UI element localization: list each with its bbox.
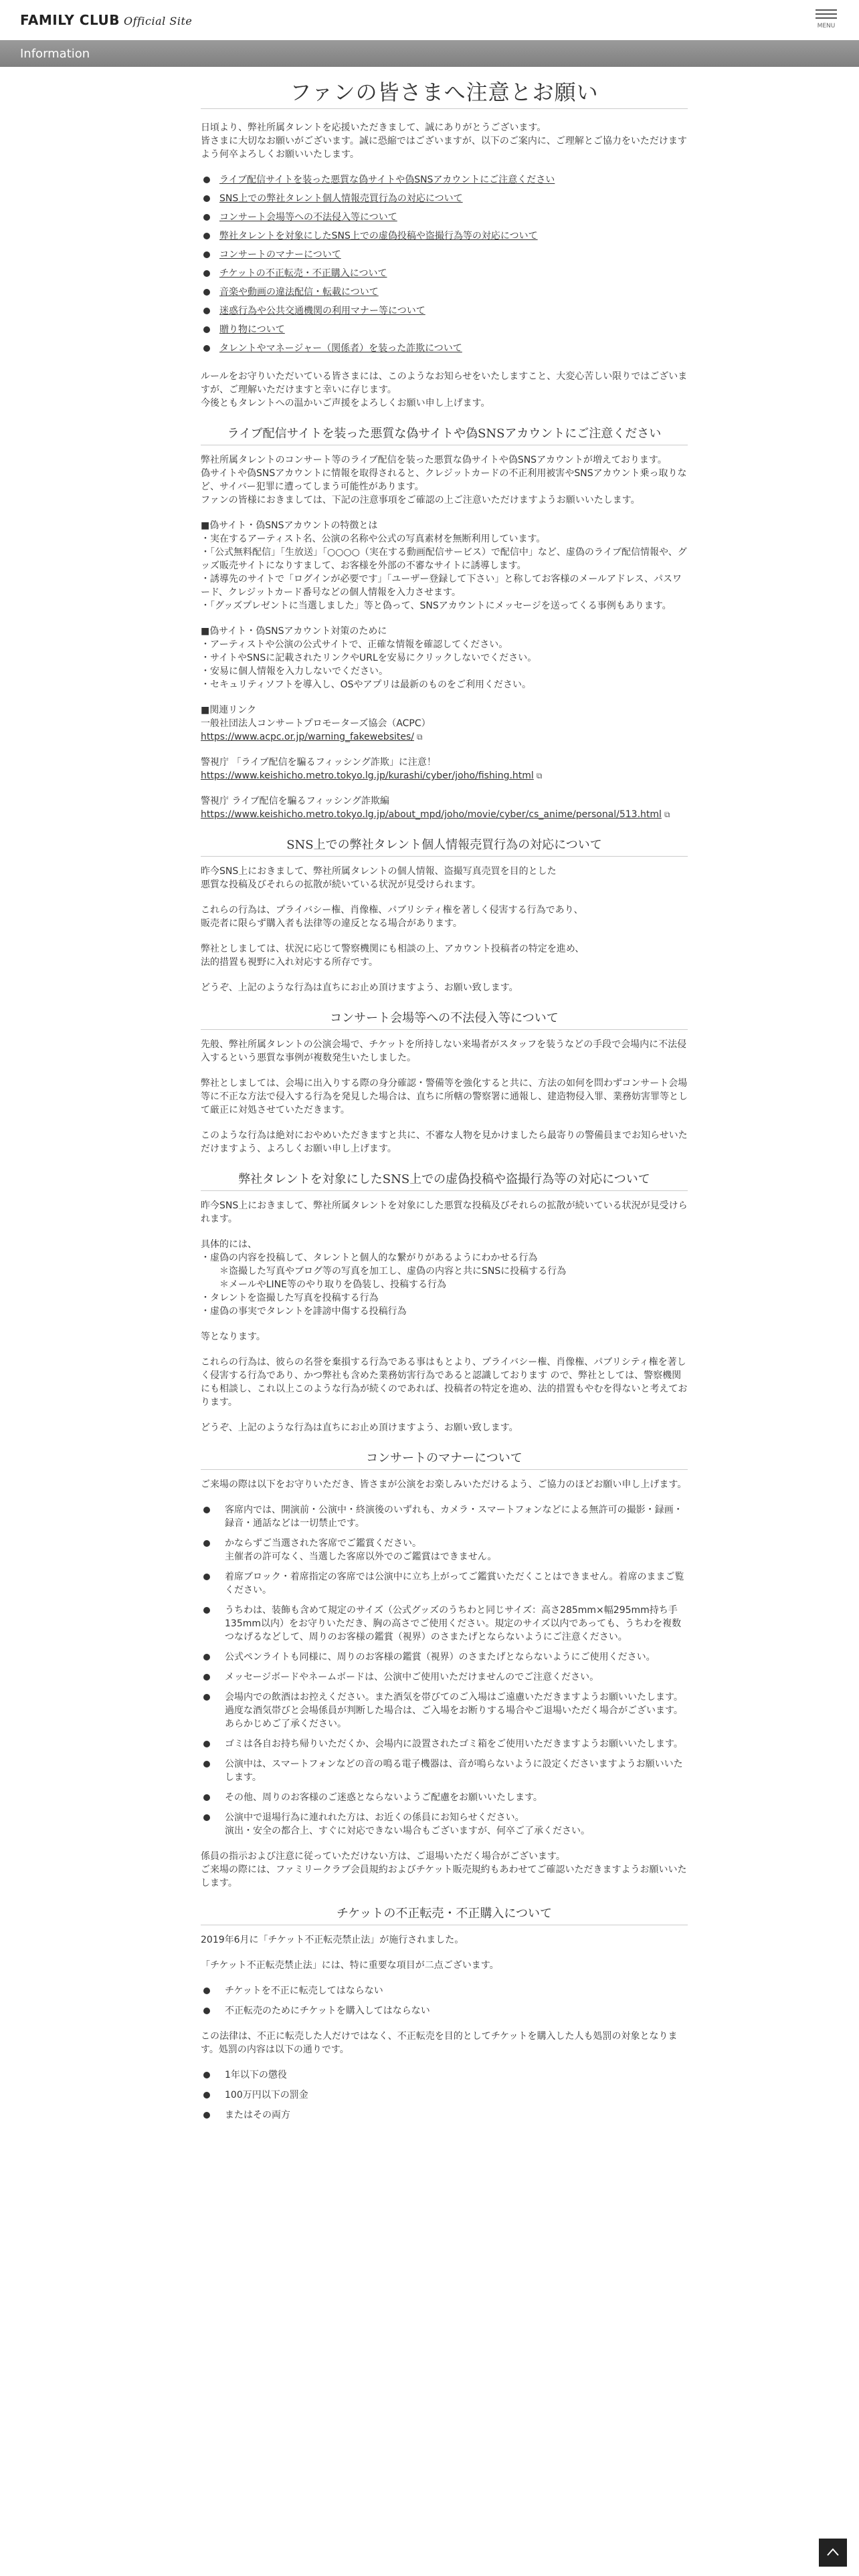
- list-item: [201, 1570, 688, 1597]
- acpc-link[interactable]: https://www.acpc.or.jp/warning_fakewebsites/: [201, 732, 415, 742]
- list-item: [201, 1650, 688, 1664]
- page-title: ファンの皆さまへ注意とお願い: [290, 80, 599, 105]
- police-fishing-link[interactable]: https://www.keishicho.metro.tokyo.lg.jp/kurashi/cyber/joho/fishing.html: [201, 770, 534, 781]
- section-body: [201, 981, 688, 994]
- list-item: [201, 2004, 688, 2018]
- bullet-icon: [203, 1654, 210, 1660]
- section-body: [201, 903, 688, 930]
- toc-item: [201, 304, 688, 318]
- section-body: [201, 865, 688, 891]
- section-body: [201, 1421, 688, 1434]
- toc-link-gifts[interactable]: 贈り物について: [219, 324, 285, 335]
- site-logo[interactable]: [20, 12, 192, 28]
- link-row: [201, 769, 688, 782]
- list-item: [201, 1537, 688, 1564]
- list-item-text: チケットを不正に転売してはならない: [225, 1985, 383, 1996]
- bullet-icon: [203, 1607, 210, 1614]
- main-content: [201, 80, 688, 2134]
- section-paragraph: これらの行為は、プライバシー権、肖像権、パブリシティ権を著しく侵害する行為であり、 販売者に限らず購入者も法律等の違反となる場合があります。: [201, 905, 583, 929]
- section-body: [201, 942, 688, 969]
- bullet-icon: [203, 1741, 210, 1747]
- toc-link-fake-sites[interactable]: ライブ配信サイトを装った悪質な偽サイトや偽SNSアカウントにご注意ください: [219, 175, 555, 185]
- list-item-text: 客席内では、開演前・公演中・終演後のいずれも、カメラ・スマートフォンなどによる無許可の撮影・録画・録音・通話などは一切禁止です。: [225, 1505, 683, 1529]
- list-item: [201, 1503, 688, 1530]
- section-heading-trespassing: コンサート会場等への不法侵入等について: [330, 1011, 559, 1025]
- section-heading-fake-sites: ライブ配信サイトを装った悪質な偽サイトや偽SNSアカウントにご注意ください: [227, 427, 662, 441]
- toc-outro: ルールをお守りいただいている皆さまには、このようなお知らせをいたしますこと、大変心苦しい限りではございますが、ご理解いただけますと幸いに存じます。 今後ともタレントへの温かいご声援をよろしくお願い申し上げます。: [201, 371, 688, 409]
- bullet-icon: [203, 195, 210, 202]
- category-label: Information: [20, 47, 90, 61]
- chevron-up-icon: [826, 2547, 840, 2557]
- list-item: [201, 1671, 688, 1684]
- bullet-icon: [203, 1794, 210, 1801]
- list-item-text: 公演中は、スマートフォンなどの音の鳴る電子機器は、音が鳴らないように設定くださいますようお願いいたします。: [225, 1759, 683, 1783]
- link-label: 一般社団法人コンサートプロモーターズ協会（ACPC）: [201, 718, 431, 729]
- bullet-icon: [203, 2112, 210, 2119]
- law-points-list: [201, 1984, 688, 2018]
- section-body: [201, 1959, 688, 1972]
- related-links: [201, 704, 688, 744]
- toc-item: [201, 229, 688, 243]
- list-item-text: 着席ブロック・着席指定の客席では公演中に立ち上がってご鑑賞いただくことはできません。着席のままご覧ください。: [225, 1572, 684, 1596]
- hamburger-icon: [816, 9, 837, 11]
- section-heading-false-posts: 弊社タレントを対象にしたSNS上での虚偽投稿や盗撮行為等の対応について: [238, 1172, 650, 1186]
- section-divider: [201, 1190, 688, 1191]
- external-link-icon: ⧉: [417, 732, 423, 742]
- category-bar: [0, 40, 859, 67]
- section-body: [201, 1850, 688, 1890]
- site-header: [0, 0, 859, 40]
- section-paragraph: 弊社所属タレントのコンサート等のライブ配信を装った悪質な偽サイトや偽SNSアカウントが増えております。 偽サイトや偽SNSアカウントに情報を取得されると、クレジットカードの不正利用被害やSNSアカウント乗っ取りなど、サイバー犯罪に遭ってしまう可能性があります。 ファンの皆様におきましては、下記の注意事項をご確認の上ご注意いただけますようお願いいたします。: [201, 455, 687, 506]
- bullet-icon: [203, 1674, 210, 1681]
- section-body: [201, 2030, 688, 2056]
- list-item-text: 公演中で退場行為に連れれた方は、お近くの係員にお知らせください。 演出・安全の都合上、すぐに対応できない場合もございますが、何卒ご了承ください。: [225, 1812, 590, 1836]
- list-item-text: その他、周りのお客様のご迷惑とならないようご配慮をお願いいたします。: [225, 1792, 543, 1803]
- list-item: [201, 1691, 688, 1731]
- list-item: [201, 1757, 688, 1784]
- list-item: [201, 1791, 688, 1804]
- toc-item: [201, 267, 688, 280]
- bullet-icon: [203, 1574, 210, 1580]
- list-item-text: 1年以下の懲役: [225, 2070, 287, 2080]
- toc-item: [201, 192, 688, 205]
- hamburger-icon-bar: [816, 17, 837, 19]
- section-paragraph: 弊社としましては、会場に出入りする際の身分確認・警備等を強化すると共に、方法の如何を問わずコンサート会場等に不正な方法で侵入する行為を発見した場合は、直ちに所轄の警察署に通報し、建造物侵入罪、業務妨害罪等として厳正に対処させていただきます。: [201, 1078, 688, 1115]
- related-links: [201, 794, 688, 821]
- section-paragraph: この法律は、不正に転売した人だけではなく、不正転売を目的としてチケットを購入した人も処罰の対象となります。処罰の内容は以下の通りです。: [201, 2031, 678, 2055]
- section-paragraph: 2019年6月に「チケット不正転売禁止法」が施行されました。: [201, 1935, 464, 1945]
- title-divider: [201, 108, 688, 109]
- bullet-icon: [203, 2072, 210, 2078]
- section-body: [201, 1129, 688, 1156]
- list-item-text: 公式ペンライトも同様に、周りのお客様の鑑賞（視界）のさまたげとならないようにご使用ください。: [225, 1652, 656, 1662]
- section-heading-ticket-resale: チケットの不正転売・不正購入について: [336, 1907, 553, 1921]
- list-item-text: 会場内での飲酒はお控えください。また酒気を帯びてのご入場はご遠慮いただきますようお願いいたします。過度な酒気帯びと会場係員が判断した場合は、ご入場をお断りする場合やご退場いただく場合がございます。あらかじめご了承ください。: [225, 1692, 683, 1729]
- list-item: [201, 2088, 688, 2102]
- list-item-text: 100万円以下の罰金: [225, 2090, 308, 2101]
- section-heading-personal-info: SNS上での弊社タレント個人情報売買行為の対応について: [286, 838, 602, 852]
- section-paragraph: ■偽サイト・偽SNSアカウントの特徴とは ・実在するアーティスト名、公演の名称や公式の写真素材を無断利用しています。 ・「公式無料配信」「生放送」「○○○○（実在する動画配信サービス）で配信中」など、虚偽のライブ配信情報や、グッズ販売サイトになりすまして、お客様を外部の不審なサイトに誘導します。 ・誘導先のサイトで「ログインが必要です」「ユーザー登録して下さい」と称してお客様のメールアドレス、パスワード、クレジットカード番号などの個人情報を入力させます。 ・「グッズプレゼントに当選しました」等と偽って、SNSアカウントにメッセージを送ってくる事例もあります。: [201, 520, 687, 611]
- section-paragraph: どうぞ、上記のような行為は直ちにお止め頂けますよう、お願い致します。: [201, 1422, 518, 1433]
- section-paragraph: 昨今SNS上におきまして、弊社所属タレントの個人情報、盗撮写真売買を目的とした 悪質な投稿及びそれらの拡散が続いている状況が見受けられます。: [201, 866, 557, 890]
- bullet-icon: [203, 177, 210, 183]
- section-body: [201, 453, 688, 507]
- section-paragraph: 「チケット不正転売禁止法」には、特に重要な項目が二点ございます。: [201, 1960, 499, 1971]
- list-item-text: 不正転売のためにチケットを購入してはならない: [225, 2006, 430, 2016]
- menu-label: MENU: [817, 23, 836, 29]
- section-body: [201, 1199, 688, 1226]
- section-body: [201, 1077, 688, 1117]
- bullet-icon: [203, 2008, 210, 2014]
- section-body: [201, 519, 688, 613]
- page-top-button[interactable]: [819, 2539, 847, 2567]
- bullet-icon: [203, 1694, 210, 1701]
- list-item: [201, 2068, 688, 2082]
- section-body: [201, 1478, 688, 1491]
- link-label: 警視庁 ライブ配信を騙るフィッシング詐欺編: [201, 796, 389, 807]
- bullet-icon: [203, 270, 210, 277]
- bullet-icon: [203, 345, 210, 352]
- bullet-icon: [203, 1507, 210, 1513]
- toc-link-false-posts[interactable]: 弊社タレントを対象にしたSNS上での虚偽投稿や盗撮行為等の対応について: [219, 231, 538, 241]
- hamburger-icon-bar: [816, 13, 837, 15]
- bullet-icon: [203, 289, 210, 296]
- bullet-icon: [203, 233, 210, 239]
- toc-link-public-transport[interactable]: 迷惑行為や公共交通機関の利用マナー等について: [219, 306, 425, 316]
- list-item-text: ゴミは各自お持ち帰りいただくか、会場内に設置されたゴミ箱をご使用いただきますようお願いいたします。: [225, 1739, 683, 1749]
- list-item-text: メッセージボードやネームボードは、公演中ご使用いただけませんのでご注意ください。: [225, 1672, 599, 1683]
- toc-item: [201, 173, 688, 187]
- bullet-icon: [203, 308, 210, 314]
- section-paragraph: ■偽サイト・偽SNSアカウント対策のために ・アーティストや公演の公式サイトで、正確な情報を確認してください。 ・サイトやSNSに記載されたリンクやURLを安易にクリックしないでください。 ・安易に個人情報を入力しないでください。 ・セキュリティソフトを導入し、OSやアプリは最新のものをご利用ください。: [201, 626, 537, 690]
- bullet-icon: [203, 251, 210, 258]
- section-body: [201, 1933, 688, 1947]
- related-links-title: ■関連リンク: [201, 705, 256, 716]
- external-link-icon: ⧉: [664, 810, 670, 819]
- toc-link-trespassing[interactable]: コンサート会場等への不法侵入等について: [219, 212, 397, 223]
- section-body: [201, 1238, 688, 1318]
- list-item: [201, 2109, 688, 2122]
- list-item-text: またはその両方: [225, 2110, 290, 2121]
- toc-item: [201, 342, 688, 355]
- section-paragraph: 弊社としましては、状況に応じて警察機関にも相談の上、アカウント投稿者の特定を進め、 法的措置も視野に入れ対応する所存です。: [201, 944, 585, 968]
- list-item: [201, 1737, 688, 1751]
- section-paragraph: 具体的には、 ・虚偽の内容を投稿して、タレントと個人的な繋がりがあるようにわかせる行為 ＊盗撮した写真やブログ等の写真を加工し、虚偽の内容と共にSNSに投稿する行為 ＊メールやLINE等のやり取りを偽装し、投稿する行為 ・タレントを盗撮した写真を投稿する行為 ・虚偽の事実でタレントを誹謗中傷する投稿行為: [201, 1239, 567, 1317]
- section-paragraph: 等となります。: [201, 1331, 266, 1342]
- section-paragraph: このような行為は絶対におやめいただきますと共に、不審な人物を見かけましたら最寄りの警備員までお知らせいただけますよう、よろしくお願い申し上げます。: [201, 1130, 688, 1154]
- section-divider: [201, 856, 688, 857]
- section-body: [201, 1356, 688, 1409]
- bullet-icon: [203, 326, 210, 333]
- toc-link-fraud[interactable]: タレントやマネージャー（関係者）を装った詐欺について: [219, 343, 462, 354]
- section-divider: [201, 1029, 688, 1030]
- toc-list: [201, 173, 688, 355]
- section-paragraph: 先般、弊社所属タレントの公演会場で、チケットを所持しない来場者がスタッフを装うなどの手段で会場内に不法侵入するという悪質な事例が複数発生いたしました。: [201, 1039, 687, 1063]
- toc-link-ticket-resale[interactable]: チケットの不正転売・不正購入について: [219, 268, 387, 279]
- section-body: [201, 1038, 688, 1065]
- list-item-text: かならずご当選された客席でご鑑賞ください。 主催者の許可なく、当選した客席以外でのご鑑賞はできません。: [225, 1538, 497, 1562]
- brand-sub: Official Site: [123, 15, 193, 27]
- section-body: [201, 625, 688, 691]
- toc-link-illegal-distribution[interactable]: 音楽や動画の違法配信・転載について: [219, 287, 379, 298]
- toc-item: [201, 286, 688, 299]
- section-paragraph: どうぞ、上記のような行為は直ちにお止め頂けますよう、お願い致します。: [201, 982, 518, 993]
- bullet-icon: [203, 1814, 210, 1821]
- toc-item: [201, 211, 688, 224]
- bullet-icon: [203, 214, 210, 221]
- brand-name: FAMILY CLUB: [20, 12, 120, 28]
- list-item: [201, 1604, 688, 1644]
- menu-button[interactable]: [814, 7, 839, 36]
- related-links: [201, 756, 688, 782]
- toc-link-concert-manners[interactable]: コンサートのマナーについて: [219, 249, 341, 260]
- link-row: [201, 808, 688, 821]
- section-paragraph: これらの行為は、彼らの名誉を棄損する行為である事はもとより、プライバシー権、肖像権、パブリシティ権を著しく侵害する行為であり、かつ弊社も含めた業務妨害行為であると認識しております ので、弊社としては、警察機関にも相談し、これ以上このような行為が続くのであれば、投稿者の特定を進め、法的措置もやむを得ないと考えております。: [201, 1357, 688, 1408]
- toc-item: [201, 323, 688, 336]
- section-body: [201, 1330, 688, 1344]
- bullet-icon: [203, 1988, 210, 1994]
- section-paragraph: ご来場の際は以下をお守りいただき、皆さまが公演をお楽しみいただけるよう、ご協力のほどお願い申し上げます。: [201, 1479, 687, 1490]
- section-heading-concert-manners: コンサートのマナーについて: [366, 1451, 522, 1465]
- link-label: 警視庁 「ライブ配信を騙るフィッシング詐欺」に注意！: [201, 757, 436, 768]
- bullet-icon: [203, 1761, 210, 1767]
- toc-item: [201, 248, 688, 261]
- manners-list: [201, 1503, 688, 1838]
- list-item: [201, 1984, 688, 1998]
- bullet-icon: [203, 2092, 210, 2099]
- link-row: [201, 730, 688, 744]
- list-item-text: うちわは、装飾も含めて規定のサイズ（公式グッズのうちわと同じサイズ：高さ285mm×幅295mm持ち手135mm以内）をお守りいただき、胸の高さでご使用ください。規定のサイズ以内であっても、うちわを複数つなげるなどして、周りのお客様の鑑賞（視界）のさまたげとならないようにご注意ください。: [225, 1605, 682, 1642]
- bullet-icon: [203, 1540, 210, 1547]
- external-link-icon: ⧉: [536, 771, 543, 780]
- toc-link-personal-info[interactable]: SNS上での弊社タレント個人情報売買行為の対応について: [219, 193, 463, 204]
- penalty-list: [201, 2068, 688, 2122]
- section-paragraph: 係員の指示および注意に従っていただけない方は、ご退場いただく場合がございます。 ご来場の際には、ファミリークラブ会員規約およびチケット販売規約もあわせてご確認いただきますようお願いいたします。: [201, 1851, 687, 1889]
- police-movie-link[interactable]: https://www.keishicho.metro.tokyo.lg.jp/about_mpd/joho/movie/cyber/cs_anime/personal/513.html: [201, 809, 662, 820]
- intro-text: 日頃より、弊社所属タレントを応援いただきまして、誠にありがとうございます。 皆さまに大切なお願いがございます。誠に恐縮ではございますが、以下のご案内に、ご理解とご協力をいただけますよう何卒よろしくお願いいたします。: [201, 122, 687, 160]
- list-item: [201, 1811, 688, 1838]
- section-divider: [201, 1469, 688, 1470]
- section-paragraph: 昨今SNS上におきまして、弊社所属タレントを対象にした悪質な投稿及びそれらの拡散が続いている状況が見受けられます。: [201, 1200, 688, 1224]
